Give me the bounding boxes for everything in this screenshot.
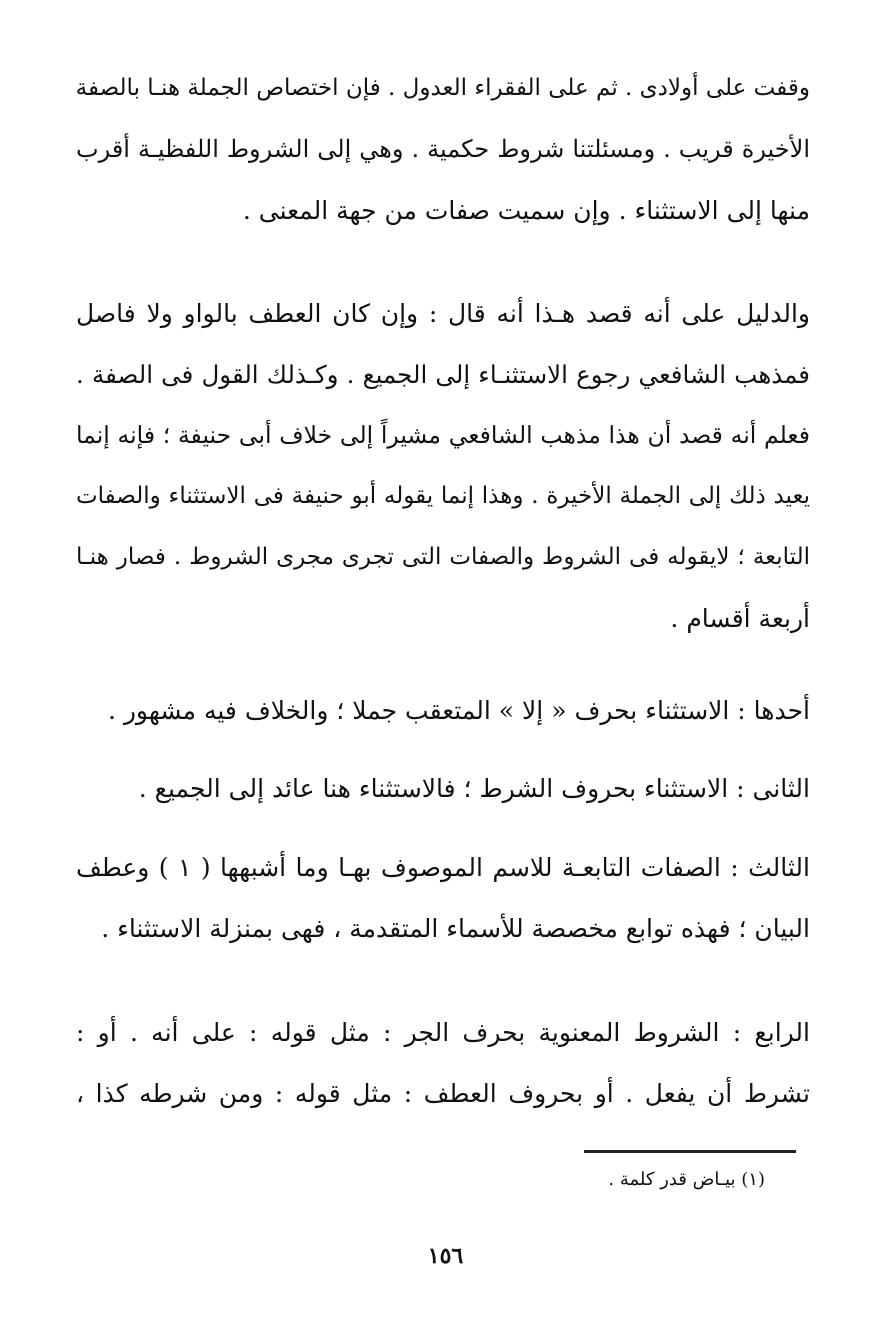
text-line: أربعة أقسام . bbox=[670, 604, 810, 633]
paragraph-4 bbox=[76, 758, 810, 819]
paragraph-3 bbox=[76, 680, 810, 741]
page-number: ١٥٦ bbox=[427, 1243, 464, 1269]
text-line: منها إلى الاستثناء . وإن سميت صفات من جهة المعنى . bbox=[242, 196, 810, 225]
footnote: (١) بيـاض قدر كلمة . bbox=[608, 1169, 765, 1190]
text-line: التابعة ؛ لايقوله فى الشروط والصفات التى تجرى مجرى الشروط . فصار هنـا bbox=[76, 544, 810, 570]
paragraph-1 bbox=[76, 58, 810, 241]
text-line: يعيد ذلك إلى الجملة الأخيرة . وهذا إنما يقوله أبو حنيفة فى الاستثناء والصفات bbox=[76, 483, 810, 509]
paragraph-5 bbox=[76, 837, 810, 959]
text-line: فعلم أنه قصد أن هذا مذهب الشافعي مشيراً إلى خلاف أبى حنيفة ؛ فإنه إنما bbox=[76, 421, 810, 449]
text-line: والدليل على أنه قصد هـذا أنه قال : وإن كان العطف بالواو ولا فاصل bbox=[76, 299, 810, 328]
text-line: الثانى : الاستثناء بحروف الشرط ؛ فالاستثناء هنا عائد إلى الجميع . bbox=[138, 774, 810, 803]
text-line: وقفت على أولادى . ثم على الفقراء العدول . فإن اختصاص الجملة هنـا بالصفة bbox=[75, 75, 810, 101]
footnote-divider bbox=[584, 1150, 796, 1153]
text-line: الثالث : الصفات التابعـة للاسم الموصوف بهـا وما أشبهها ( ١ ) وعطف bbox=[76, 853, 810, 882]
paragraph-2 bbox=[76, 283, 810, 649]
text-line: تشرط أن يفعل . أو بحروف العطف : مثل قوله : ومن شرطه كذا ، bbox=[76, 1079, 810, 1108]
text-line: أحدها : الاستثناء بحرف « إلا » المتعقب جملا ؛ والخلاف فيه مشهور . bbox=[107, 696, 810, 725]
text-line: فمذهب الشافعي رجوع الاستثنـاء إلى الجميع . وكـذلك القول فى الصفة . bbox=[76, 360, 810, 389]
text-line: الأخيرة قريب . ومسئلتنا شروط حكمية . وهي إلى الشروط اللفظيـة أقرب bbox=[76, 135, 810, 163]
text-line: الرابع : الشروط المعنوية بحرف الجر : مثل قوله : على أنه . أو : bbox=[76, 1018, 810, 1047]
text-line: البيان ؛ فهذه توابع مخصصة للأسماء المتقدمة ، فهى بمنزلة الاستثناء . bbox=[101, 914, 810, 943]
paragraph-6 bbox=[76, 1002, 810, 1124]
